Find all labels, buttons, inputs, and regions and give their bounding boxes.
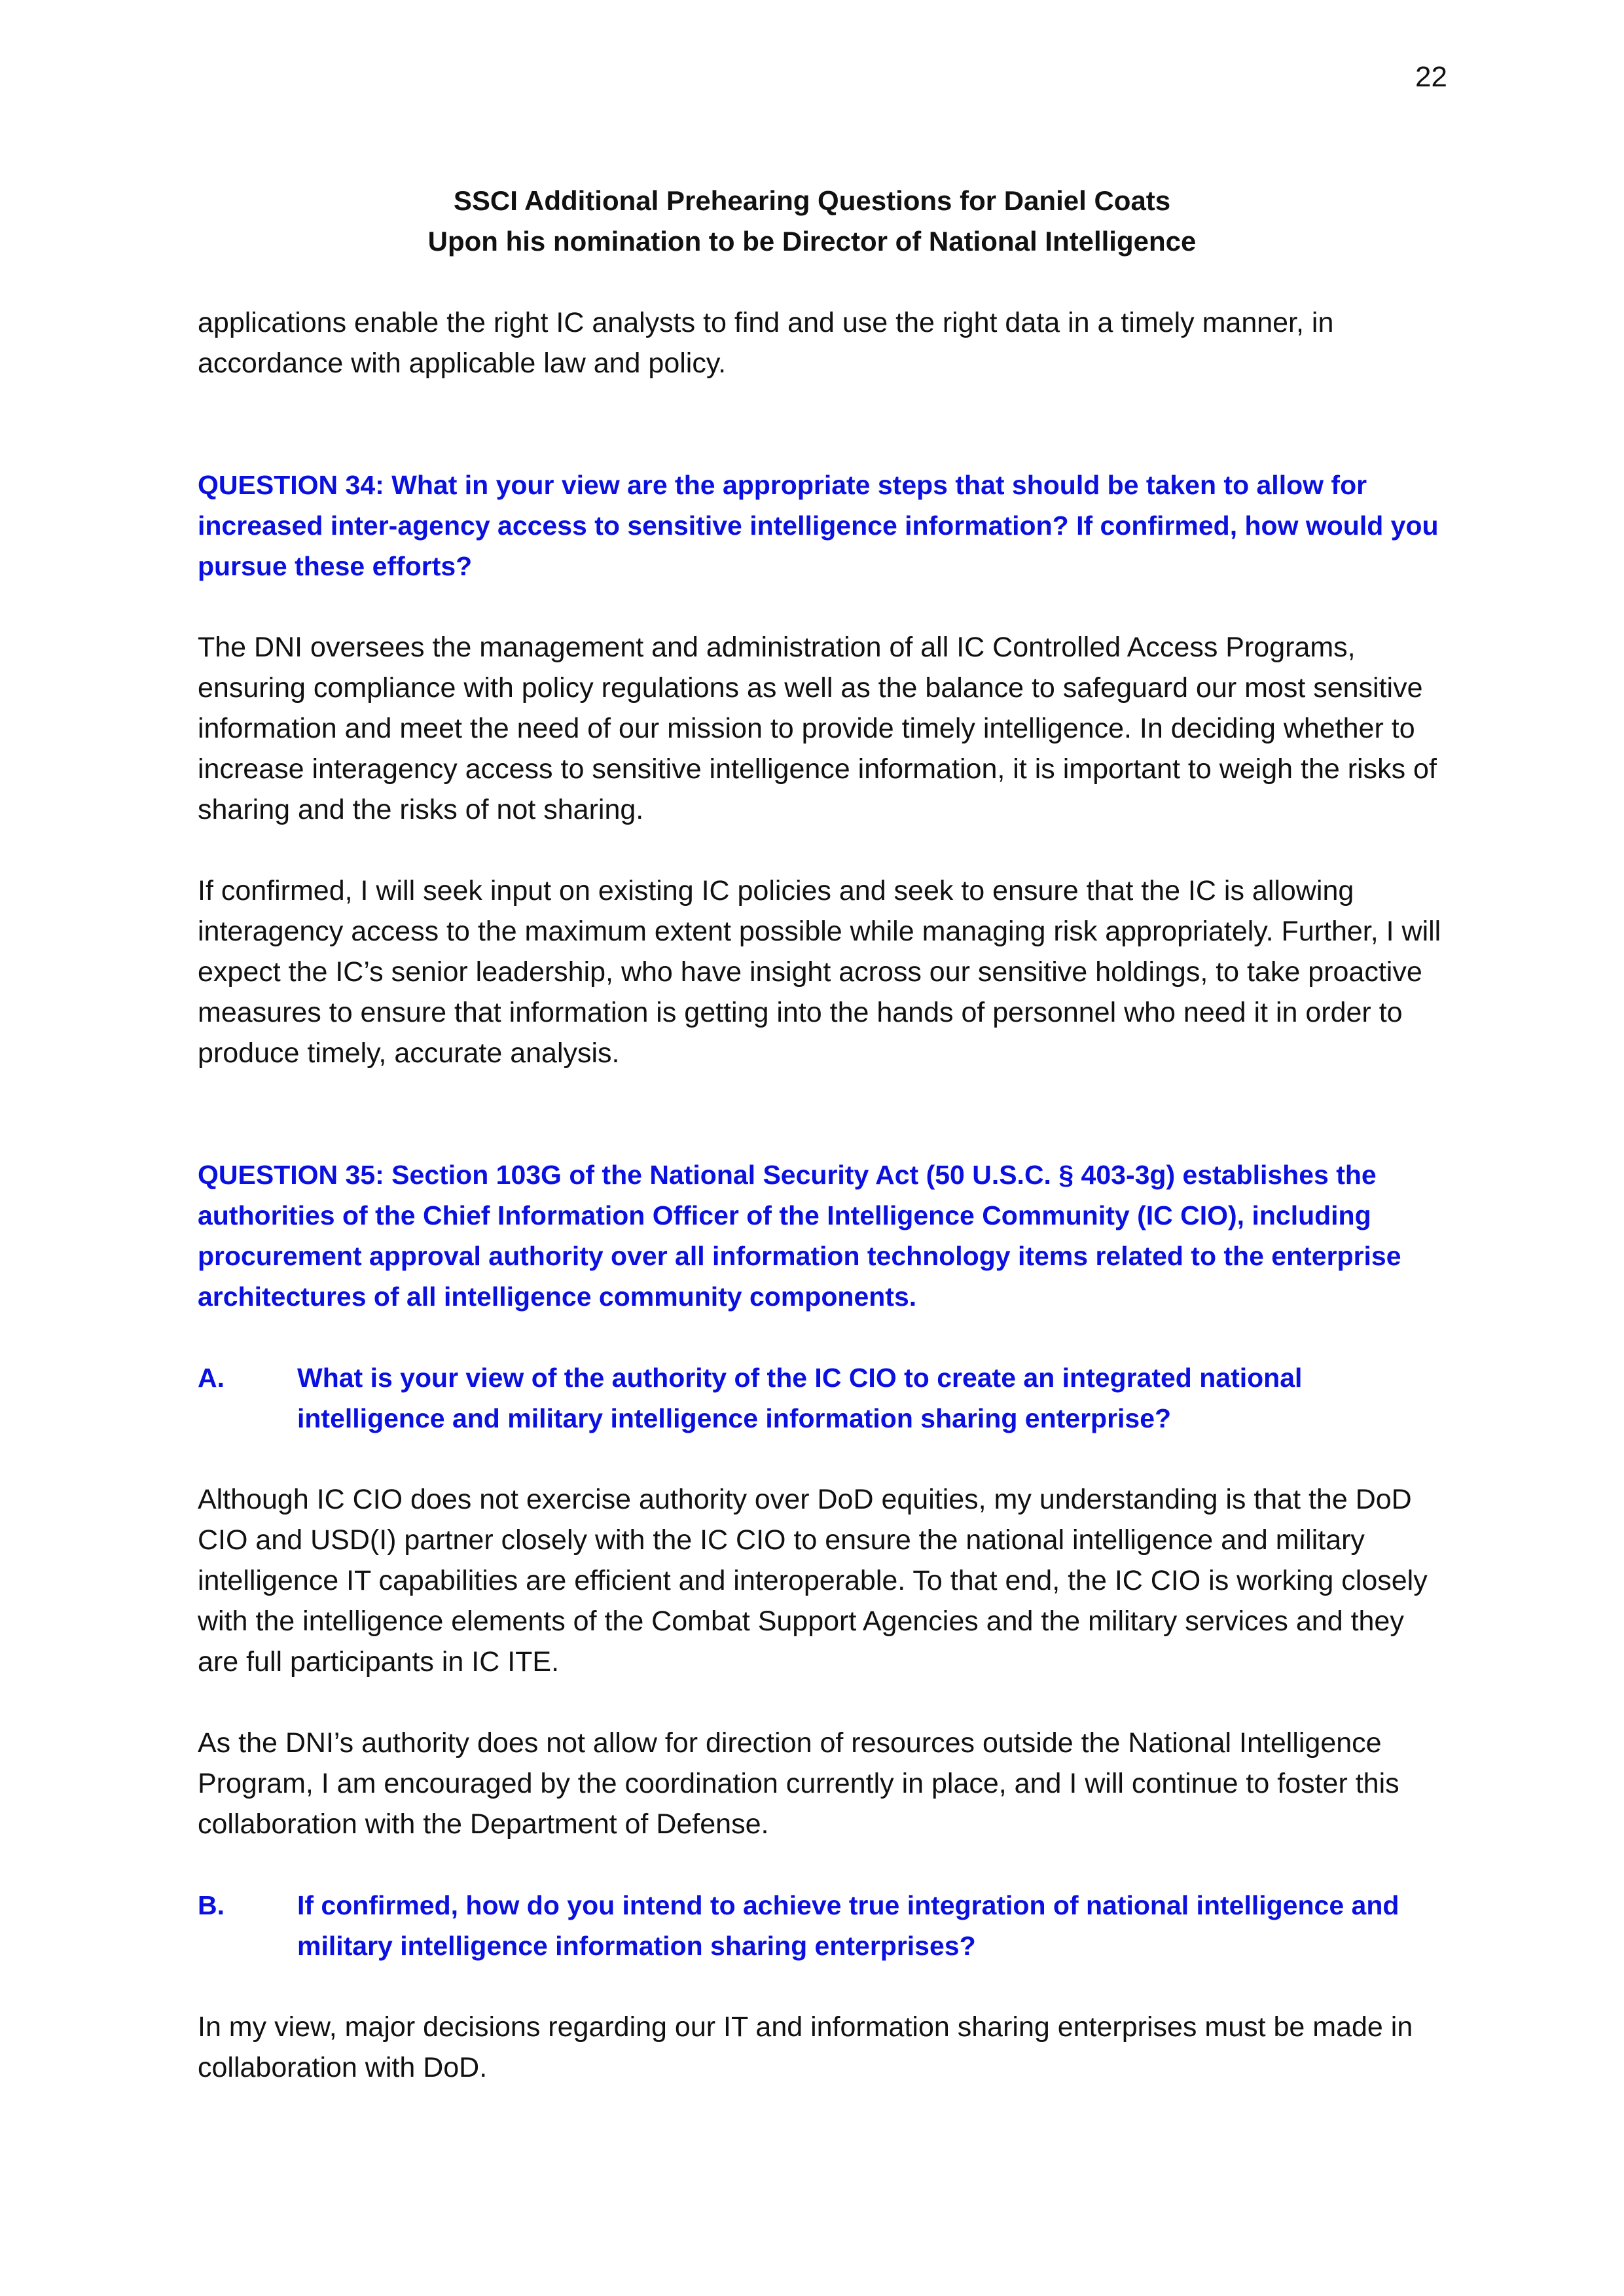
- question-35-a-answer-paragraph-2: As the DNI’s authority does not allow for direction of resources outside the National Intelligence Program, I am encouraged by the coordination currently in place, and I will continue to foster this collaboration with the Department of Defense.: [198, 1727, 1399, 1840]
- question-34-answer-paragraph-2: If confirmed, I will seek input on existing IC policies and seek to ensure that the IC is allowing interagency access to the maximum extent possible while managing risk appropriately. Further, I will expect the IC’s senior leadership, who have insight across our sensitive holdings, to take proactive measures to ensure that information is getting into the hands of personnel who need it in order to produce timely, accurate analysis.: [198, 875, 1441, 1069]
- question-35-a-answer-paragraph-1: Although IC CIO does not exercise authority over DoD equities, my understanding is that the DoD CIO and USD(I) partner closely with the IC CIO to ensure the national intelligence and military intelligence IT capabilities are efficient and interoperable. To that end, the IC CIO is working closely with the intelligence elements of the Combat Support Agencies and the military services and they are full participants in IC ITE.: [198, 1484, 1428, 1677]
- question-34: QUESTION 34: What in your view are the appropriate steps that should be taken to allow for increased inter-agency access to sensitive intelligence information? If confirmed, how would you pursue these efforts?: [198, 470, 1439, 581]
- intro-paragraph: applications enable the right IC analysts to find and use the right data in a timely manner, in accordance with applicable law and policy.: [198, 307, 1334, 379]
- header-title-line1: SSCI Additional Prehearing Questions for Daniel Coats: [453, 185, 1171, 216]
- question-35-b-answer-paragraph-1: In my view, major decisions regarding our IT and information sharing enterprises must be made in collaboration with DoD.: [198, 2011, 1413, 2083]
- question-34-answer-paragraph-1: The DNI oversees the management and administration of all IC Controlled Access Programs, ensuring compliance with policy regulations as well as the balance to safeguard our most sensitive information and meet the need of our mission to provide timely intelligence. In deciding whether to increase interagency access to sensitive intelligence information, it is important to weigh the risks of sharing and the risks of not sharing.: [198, 632, 1437, 825]
- document-body: [198, 302, 1441, 2128]
- question-35-sub-a: [198, 1357, 1441, 1439]
- sub-question-text: If confirmed, how do you intend to achieve true integration of national intelligence and military intelligence information sharing enterprises?: [297, 1890, 1399, 1961]
- question-35-sub-b: [198, 1885, 1441, 1966]
- document-header: [0, 181, 1624, 262]
- sub-question-text: What is your view of the authority of the IC CIO to create an integrated national intelligence and military intelligence information sharing enterprise?: [297, 1363, 1303, 1433]
- sub-question-letter: B.: [198, 1890, 225, 1920]
- question-35: QUESTION 35: Section 103G of the National Security Act (50 U.S.C. § 403-3g) establishes the authorities of the Chief Information Officer of the Intelligence Community (IC CIO), including procurement approval authority over all information technology items related to the enterprise architectures of all intelligence community components.: [198, 1160, 1401, 1312]
- page-number: 22: [1415, 61, 1447, 93]
- header-title-line2: Upon his nomination to be Director of National Intelligence: [427, 226, 1197, 257]
- sub-question-letter: A.: [198, 1363, 225, 1393]
